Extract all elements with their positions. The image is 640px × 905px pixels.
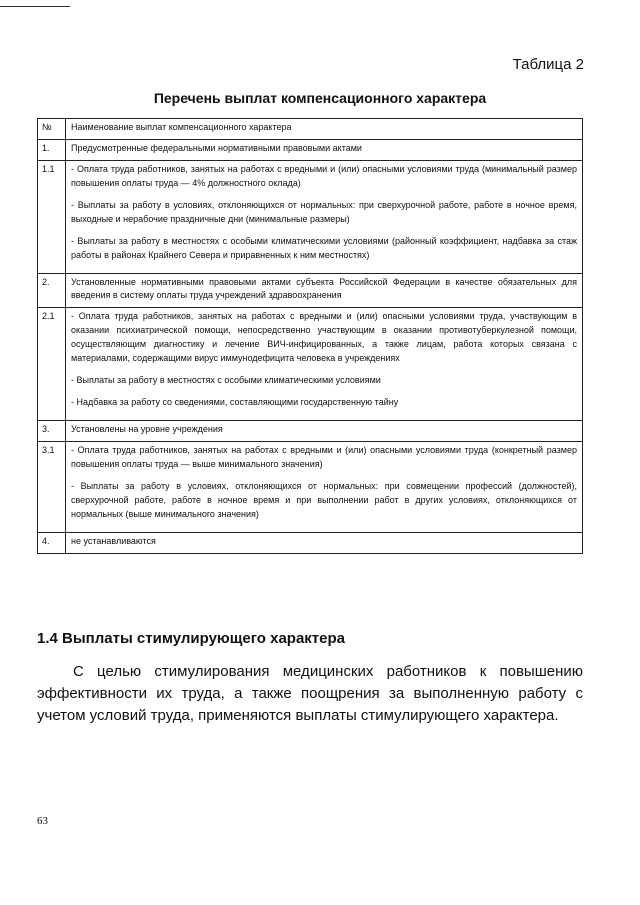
compensation-table [37, 118, 583, 554]
table-caption: Таблица 2 [512, 56, 584, 73]
row-text-cell [66, 532, 583, 553]
table-row [38, 308, 583, 421]
row-paragraph: Установленные нормативными правовыми актами субъекта Российской Федерации в качестве обязательных для введения в систему оплаты труда учреждений здравоохранения [71, 276, 577, 301]
row-text-cell [66, 139, 583, 160]
row-paragraph: - Оплата труда работников, занятых на работах с вредными и (или) опасными условиями труда (минимальный размер повышения оплаты труда — 4% должностного оклада) [71, 163, 577, 188]
page-number: 63 [37, 815, 48, 827]
row-num-cell: 1. [38, 139, 66, 160]
row-text-cell [66, 421, 583, 442]
row-num-cell: 3.1 [38, 441, 66, 532]
row-text-cell [66, 160, 583, 273]
compensation-table-body [38, 119, 583, 554]
table-header-row [38, 119, 583, 140]
row-text-cell [66, 273, 583, 308]
row-paragraph: - Выплаты за работу в местностях с особыми климатическими условиями [71, 375, 381, 386]
row-paragraph: - Оплата труда работников, занятых на работах с вредными и (или) опасными условиями труда (конкретный размер повышения оплаты труда — выше минимального значения) [71, 444, 577, 469]
row-num-cell: 1.1 [38, 160, 66, 273]
row-text-cell [66, 308, 583, 421]
row-num-cell: 3. [38, 421, 66, 442]
row-paragraph: - Выплаты за работу в условиях, отклоняющихся от нормальных: при совмещении профессий (должностей), сверхурочной работе, работе в ночное время и при выполнении работ в других условиях, отклоняющихся от нормальных (выше минимального значения) [71, 480, 577, 519]
table-title: Перечень выплат компенсационного характера [153, 90, 487, 106]
table-row [38, 160, 583, 273]
row-paragraph: Установлены на уровне учреждения [71, 424, 223, 434]
header-num-cell: № [38, 119, 66, 140]
row-text-cell [66, 441, 583, 532]
row-paragraph: не устанавливаются [71, 535, 156, 546]
table-row [38, 532, 583, 553]
row-paragraph: - Оплата труда работников, занятых на работах с вредными и (или) опасными условиями труда, участвующим в оказании психиатрической помощи, непосредственно участвующим в оказании противотуберкулезной помощи, осуществляющим диагностику и лечение ВИЧ-инфицированных, а также лицам, работа которых связана с материалами, содержащими вирус иммунодефицита человека в учреждениях [71, 311, 577, 364]
row-paragraph: Предусмотренные федеральными нормативными правовыми актами [71, 142, 362, 153]
row-paragraph: - Выплаты за работу в местностях с особыми климатическими условиями (районный коэффициент, надбавка за стаж работы в районах Крайнего Севера и приравненных к ним местностях) [71, 235, 577, 260]
table-row [38, 139, 583, 160]
row-num-cell: 4. [38, 532, 66, 553]
table-row [38, 441, 583, 532]
row-paragraph: - Выплаты за работу в условиях, отклоняющихся от нормальных: при сверхурочной работе, работе в ночное время, выходные и нерабочие праздничные дни (минимальные размеры) [71, 199, 577, 224]
table-row [38, 421, 583, 442]
row-paragraph: - Надбавка за работу со сведениями, составляющими государственную тайну [71, 397, 399, 408]
section-heading: 1.4 Выплаты стимулирующего характера [37, 630, 346, 647]
table-row [38, 273, 583, 308]
row-num-cell: 2.1 [38, 308, 66, 421]
row-num-cell: 2. [38, 273, 66, 308]
corner-rule [0, 6, 70, 7]
body-paragraph: С целью стимулирования медицинских работников к повышению эффективности их труда, а также поощрения за выполненную работу с учетом условий труда, применяются выплаты стимулирующего характера. [37, 663, 583, 725]
header-name-cell: Наименование выплат компенсационного характера [66, 119, 583, 140]
